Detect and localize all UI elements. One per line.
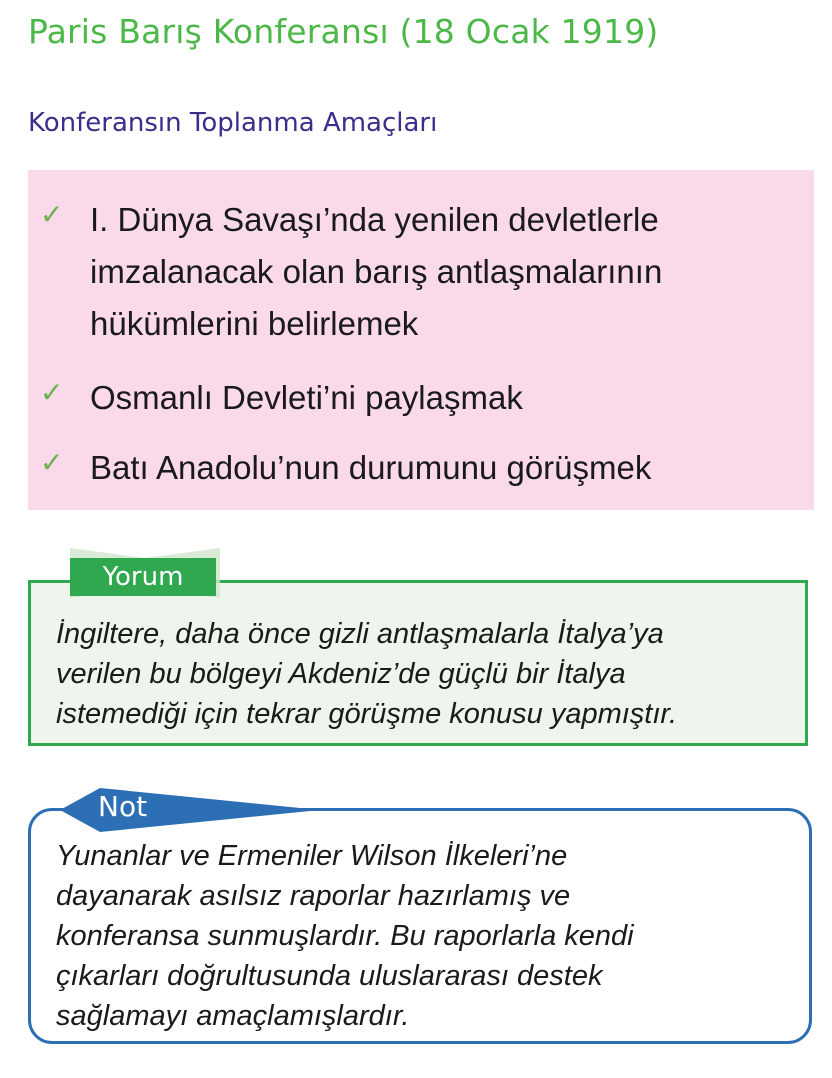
not-line-5: sağlamayı amaçlamışlardır. [56, 1000, 410, 1032]
check-icon: ✓ [40, 446, 64, 479]
yorum-line-3: istemediği için tekrar görüşme konusu yapmıştır. [56, 698, 678, 730]
not-line-1: Yunanlar ve Ermeniler Wilson İlkeleri’ne [56, 840, 568, 872]
aim-3-line-1: Batı Anadolu’nun durumunu görüşmek [90, 449, 652, 486]
aims-box [28, 170, 814, 510]
not-line-2: dayanarak asılsız raporlar hazırlamış ve [56, 880, 571, 912]
check-icon: ✓ [40, 376, 64, 409]
aim-1-line-3: hükümlerini belirlemek [90, 305, 419, 342]
yorum-label: Yorum [70, 558, 216, 596]
aim-1-line-1: I. Dünya Savaşı’nda yenilen devletlerle [90, 201, 659, 238]
not-label: Not [98, 790, 148, 823]
not-line-4: çıkarları doğrultusunda uluslararası destek [56, 960, 603, 992]
aim-2-line-1: Osmanlı Devleti’ni paylaşmak [90, 379, 523, 416]
page-title: Paris Barış Konferansı (18 Ocak 1919) [28, 12, 659, 51]
not-line-3: konferansa sunmuşlardır. Bu raporlarla kendi [56, 920, 634, 952]
section-subtitle: Konferansın Toplanma Amaçları [28, 108, 438, 138]
aim-1-line-2: imzalanacak olan barış antlaşmalarının [90, 253, 663, 290]
not-text [56, 836, 634, 1036]
aim-item-2 [90, 372, 523, 424]
yorum-line-1: İngiltere, daha önce gizli antlaşmalarla İtalya’ya [56, 618, 664, 650]
check-icon: ✓ [40, 198, 64, 231]
yorum-line-2: verilen bu bölgeyi Akdeniz’de güçlü bir İtalya [56, 658, 626, 690]
aim-item-3 [90, 442, 651, 494]
aim-item-1 [90, 194, 662, 350]
yorum-text [56, 614, 677, 734]
